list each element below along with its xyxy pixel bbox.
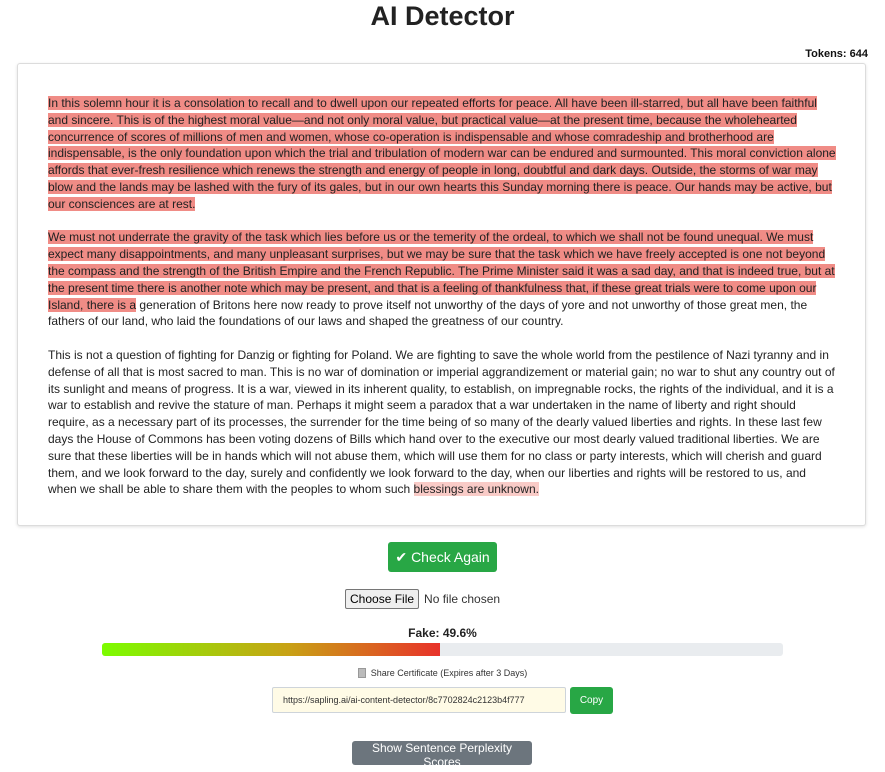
document-icon: [358, 668, 366, 678]
copy-button[interactable]: Copy: [570, 687, 613, 714]
file-status: No file chosen: [424, 592, 501, 606]
token-count: Tokens: 644: [805, 48, 868, 60]
plain-text: This is not a question of fighting for Danzig or fighting for Poland. We are fighting to save the whole world from the pestilence of Nazi tyranny and in defense of all that is most sacred to man. This is no war of domination or imperial aggrandizement or material gain; no war to shut any country out of its sunlight and means of progress. It is a war, viewed in its inherent quality, to establish, on impregnable rocks, the rights of the individual, and it is a war to establish and revive the stature of man. Perhaps it might seem a paradox that a war undertaken in the name of liberty and right should require, as a necessary part of its processes, the surrender for the time being of so many of the dearly valued liberties and rights. In these last few days the House of Commons has been voting dozens of Bills which hand over to the executive our most dearly valued traditional liberties. We are sure that these liberties will be in hands which will not abuse them, which will use them for no class or party interests, which will cherish and guard them, and we look forward to the day, surely and confidently we look forward to the day, when our liberties and rights will be restored to us, and when we shall be able to share them with the peoples to whom such: [48, 347, 835, 497]
highlighted-text: In this solemn hour it is a consolation to recall and to dwell upon our repeated efforts for peace. All have been ill-starred, but all have been faithful and sincere. This is of the highest moral value—and not only moral value, but practical value—at the present time, because the wholehearted concurrence of scores of millions of men and women, whose co-operation is indispensable and whose comradeship and brotherhood are indispensable, is the only foundation upon which the trial and tribulation of modern war can be endured and surmounted. This moral conviction alone affords that ever-fresh resilience which renews the strength and energy of people in long, doubtful and dark days. Outside, the storms of war may blow and the lands may be lashed with the fury of its gales, but in our own hearts this Sunday morning there is peace. Our hands may be active, but our consciences are at rest.: [48, 96, 836, 211]
plain-text: generation of Britons here now ready to prove itself not unworthy of the days of yore and not unworthy of those great men, the fathers of our land, who laid the foundations of our laws and shaped the greatness of our country.: [48, 297, 808, 329]
check-again-label: Check Again: [411, 549, 490, 565]
fake-score-label: Fake: 49.6%: [408, 626, 477, 640]
highlighted-text: blessings are unknown.: [413, 482, 539, 497]
check-icon: ✔: [395, 549, 408, 565]
paragraph-2: [48, 229, 837, 330]
share-certificate: [0, 668, 885, 678]
file-upload: [345, 589, 500, 609]
paragraph-3: [48, 347, 837, 498]
fake-score-fill: [102, 643, 440, 656]
certificate-url-field[interactable]: [272, 687, 566, 713]
check-again-button[interactable]: [388, 542, 497, 572]
share-certificate-label: Share Certificate (Expires after 3 Days): [370, 668, 528, 678]
page-title: AI Detector: [370, 1, 515, 31]
analyzed-text-box[interactable]: [17, 63, 866, 526]
highlighted-text: We must not underrate the gravity of the task which lies before us or the temerity of the ordeal, to which we shall not be found unequal. We must expect many disappointments, and many unpleasant surprises, but we may be sure that the task which we have freely accepted is one not beyond the compass and the strength of the British Empire and the French Republic. The Prime Minister said it was a sad day, and that is indeed true, but at the present time there is another note which may be present, and that is a feeling of thankfulness that, if these great trials were to come upon our Island, there is a: [48, 230, 835, 312]
paragraph-1: [48, 95, 837, 213]
show-perplexity-button[interactable]: Show Sentence Perplexity Scores: [352, 741, 532, 765]
fake-score-bar: [102, 643, 783, 656]
choose-file-button[interactable]: Choose File: [345, 589, 419, 609]
